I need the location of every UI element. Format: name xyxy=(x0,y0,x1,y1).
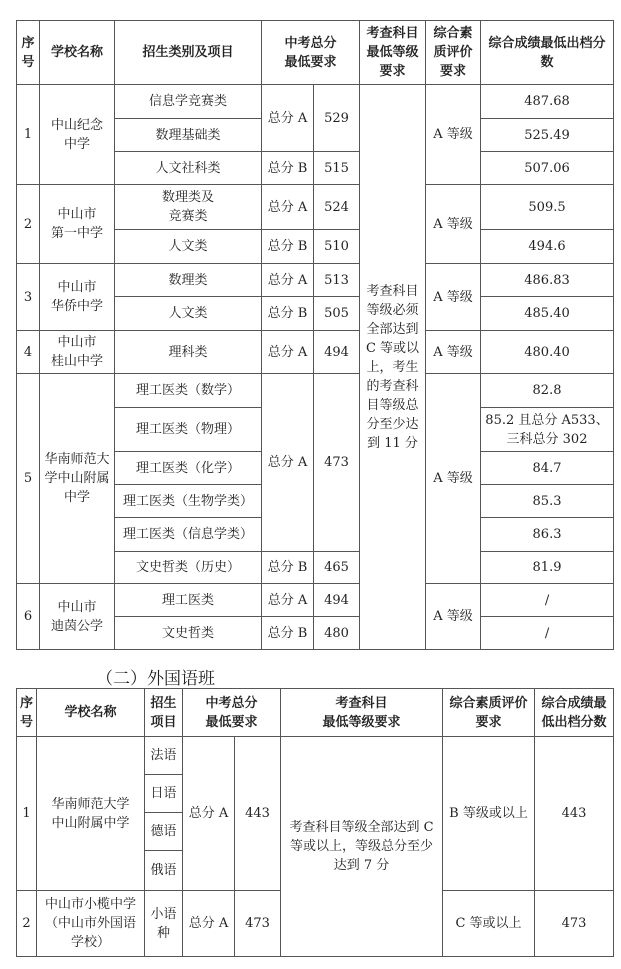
cutoff-cell: 507.06 xyxy=(481,152,614,185)
total-label: 总分 A xyxy=(262,185,314,230)
total-label: 总分 B xyxy=(262,552,314,584)
admission-table-foreign-language xyxy=(16,688,614,957)
category-cell: 人文社科类 xyxy=(115,152,262,185)
total-score: 513 xyxy=(314,264,360,297)
cutoff-cell: 82.8 xyxy=(481,374,614,408)
cutoff-cell: 84.7 xyxy=(481,452,614,485)
header-quality: 综合素 质评价 要求 xyxy=(426,21,481,85)
language-cell: 德语 xyxy=(145,813,183,851)
quality-cell: A 等级 xyxy=(426,584,481,650)
quality-cell: A 等级 xyxy=(426,85,481,185)
subject-requirement: 考查科目 等级必须 全部达到 C 等或以 上，考生 的考查科 目等级总 分至少达 到 11 分 xyxy=(360,85,426,650)
header-category: 招生 项目 xyxy=(145,689,183,737)
total-score: 494 xyxy=(314,584,360,617)
category-cell: 人文类 xyxy=(115,230,262,264)
language-cell: 小语 种 xyxy=(145,891,183,957)
school-name: 中山市 迪茵公学 xyxy=(40,584,115,650)
header-school: 学校名称 xyxy=(37,689,145,737)
total-label: 总分 A xyxy=(183,891,235,957)
language-cell: 俄语 xyxy=(145,851,183,891)
quality-cell: A 等级 xyxy=(426,185,481,264)
category-cell: 理工医类（物理） xyxy=(115,408,262,452)
cutoff-cell: 443 xyxy=(535,737,614,891)
total-score: 510 xyxy=(314,230,360,264)
school-name: 中山市 桂山中学 xyxy=(40,331,115,374)
school-name: 中山市 第一中学 xyxy=(40,185,115,264)
category-cell: 人文类 xyxy=(115,297,262,331)
cutoff-cell: 494.6 xyxy=(481,230,614,264)
cutoff-cell: 473 xyxy=(535,891,614,957)
school-no: 2 xyxy=(17,891,37,957)
table-header-row xyxy=(17,689,614,737)
category-cell: 理工医类（数学） xyxy=(115,374,262,408)
header-cutoff: 综合成绩最 低出档分数 xyxy=(535,689,614,737)
cutoff-cell: 85.3 xyxy=(481,485,614,518)
total-score: 505 xyxy=(314,297,360,331)
language-cell: 日语 xyxy=(145,775,183,813)
total-score: 465 xyxy=(314,552,360,584)
category-cell: 数理类 xyxy=(115,264,262,297)
cutoff-cell: 509.5 xyxy=(481,185,614,230)
total-label: 总分 B xyxy=(262,297,314,331)
category-cell: 文史哲类（历史） xyxy=(115,552,262,584)
section-title-foreign-language: （二）外国语班 xyxy=(96,669,215,689)
school-no: 1 xyxy=(17,737,37,891)
header-total-min: 中考总分 最低要求 xyxy=(183,689,281,737)
school-no: 1 xyxy=(17,85,40,185)
header-category: 招生类别及项目 xyxy=(115,21,262,85)
total-label: 总分 A xyxy=(262,264,314,297)
table-row xyxy=(17,331,614,374)
table-row xyxy=(17,374,614,408)
school-no: 4 xyxy=(17,331,40,374)
cutoff-cell: 486.83 xyxy=(481,264,614,297)
school-no: 2 xyxy=(17,185,40,264)
total-score: 529 xyxy=(314,85,360,152)
total-label: 总分 A xyxy=(183,737,235,891)
school-no: 3 xyxy=(17,264,40,331)
total-score: 480 xyxy=(314,617,360,650)
table-row xyxy=(17,737,614,775)
header-quality: 综合素质评价 要求 xyxy=(443,689,535,737)
header-subject-min: 考查科目 最低等级要求 xyxy=(281,689,443,737)
total-label: 总分 A xyxy=(262,584,314,617)
cutoff-cell: 525.49 xyxy=(481,119,614,152)
school-no: 6 xyxy=(17,584,40,650)
school-name: 华南师范大 学中山附属 中学 xyxy=(40,374,115,584)
category-cell: 理工医类（信息学类） xyxy=(115,518,262,552)
quality-cell: A 等级 xyxy=(426,264,481,331)
school-name: 中山纪念 中学 xyxy=(40,85,115,185)
header-total-min: 中考总分 最低要求 xyxy=(262,21,360,85)
category-cell: 理工医类 xyxy=(115,584,262,617)
total-label: 总分 A xyxy=(262,374,314,552)
category-cell: 数理基础类 xyxy=(115,119,262,152)
admission-table-general xyxy=(16,20,614,650)
school-name: 华南师范大学 中山附属中学 xyxy=(37,737,145,891)
cutoff-cell: 85.2 且总分 A533、 三科总分 302 xyxy=(481,408,614,452)
header-no: 序 号 xyxy=(17,689,37,737)
quality-cell: A 等级 xyxy=(426,331,481,374)
quality-cell: A 等级 xyxy=(426,374,481,584)
quality-cell: B 等级或以上 xyxy=(443,737,535,891)
category-cell: 文史哲类 xyxy=(115,617,262,650)
category-cell: 信息学竞赛类 xyxy=(115,85,262,119)
header-subject-min: 考查科目 最低等级 要求 xyxy=(360,21,426,85)
school-name: 中山市小榄中学 （中山市外国语 学校） xyxy=(37,891,145,957)
cutoff-cell: / xyxy=(481,617,614,650)
quality-cell: C 等或以上 xyxy=(443,891,535,957)
table-row xyxy=(17,85,614,119)
language-cell: 法语 xyxy=(145,737,183,775)
header-no: 序 号 xyxy=(17,21,40,85)
header-cutoff: 综合成绩最低出档分 数 xyxy=(481,21,614,85)
cutoff-cell: 487.68 xyxy=(481,85,614,119)
table-header-row xyxy=(17,21,614,85)
total-label: 总分 A xyxy=(262,331,314,374)
school-no: 5 xyxy=(17,374,40,584)
cutoff-cell: 485.40 xyxy=(481,297,614,331)
subject-requirement: 考查科目等级全部达到 C 等或以上，等级总分至少 达到 7 分 xyxy=(281,737,443,957)
total-label: 总分 B xyxy=(262,617,314,650)
category-cell: 理工医类（化学） xyxy=(115,452,262,485)
total-score: 443 xyxy=(235,737,281,891)
header-school: 学校名称 xyxy=(40,21,115,85)
category-cell: 理工医类（生物学类） xyxy=(115,485,262,518)
total-label: 总分 A xyxy=(262,85,314,152)
school-name: 中山市 华侨中学 xyxy=(40,264,115,331)
category-cell: 数理类及 竞赛类 xyxy=(115,185,262,230)
category-cell: 理科类 xyxy=(115,331,262,374)
total-score: 524 xyxy=(314,185,360,230)
total-label: 总分 B xyxy=(262,230,314,264)
total-score: 515 xyxy=(314,152,360,185)
cutoff-cell: / xyxy=(481,584,614,617)
cutoff-cell: 86.3 xyxy=(481,518,614,552)
cutoff-cell: 480.40 xyxy=(481,331,614,374)
table-row xyxy=(17,264,614,297)
total-score: 494 xyxy=(314,331,360,374)
total-score: 473 xyxy=(314,374,360,552)
total-score: 473 xyxy=(235,891,281,957)
total-label: 总分 B xyxy=(262,152,314,185)
cutoff-cell: 81.9 xyxy=(481,552,614,584)
table-row xyxy=(17,584,614,617)
table-row xyxy=(17,185,614,230)
